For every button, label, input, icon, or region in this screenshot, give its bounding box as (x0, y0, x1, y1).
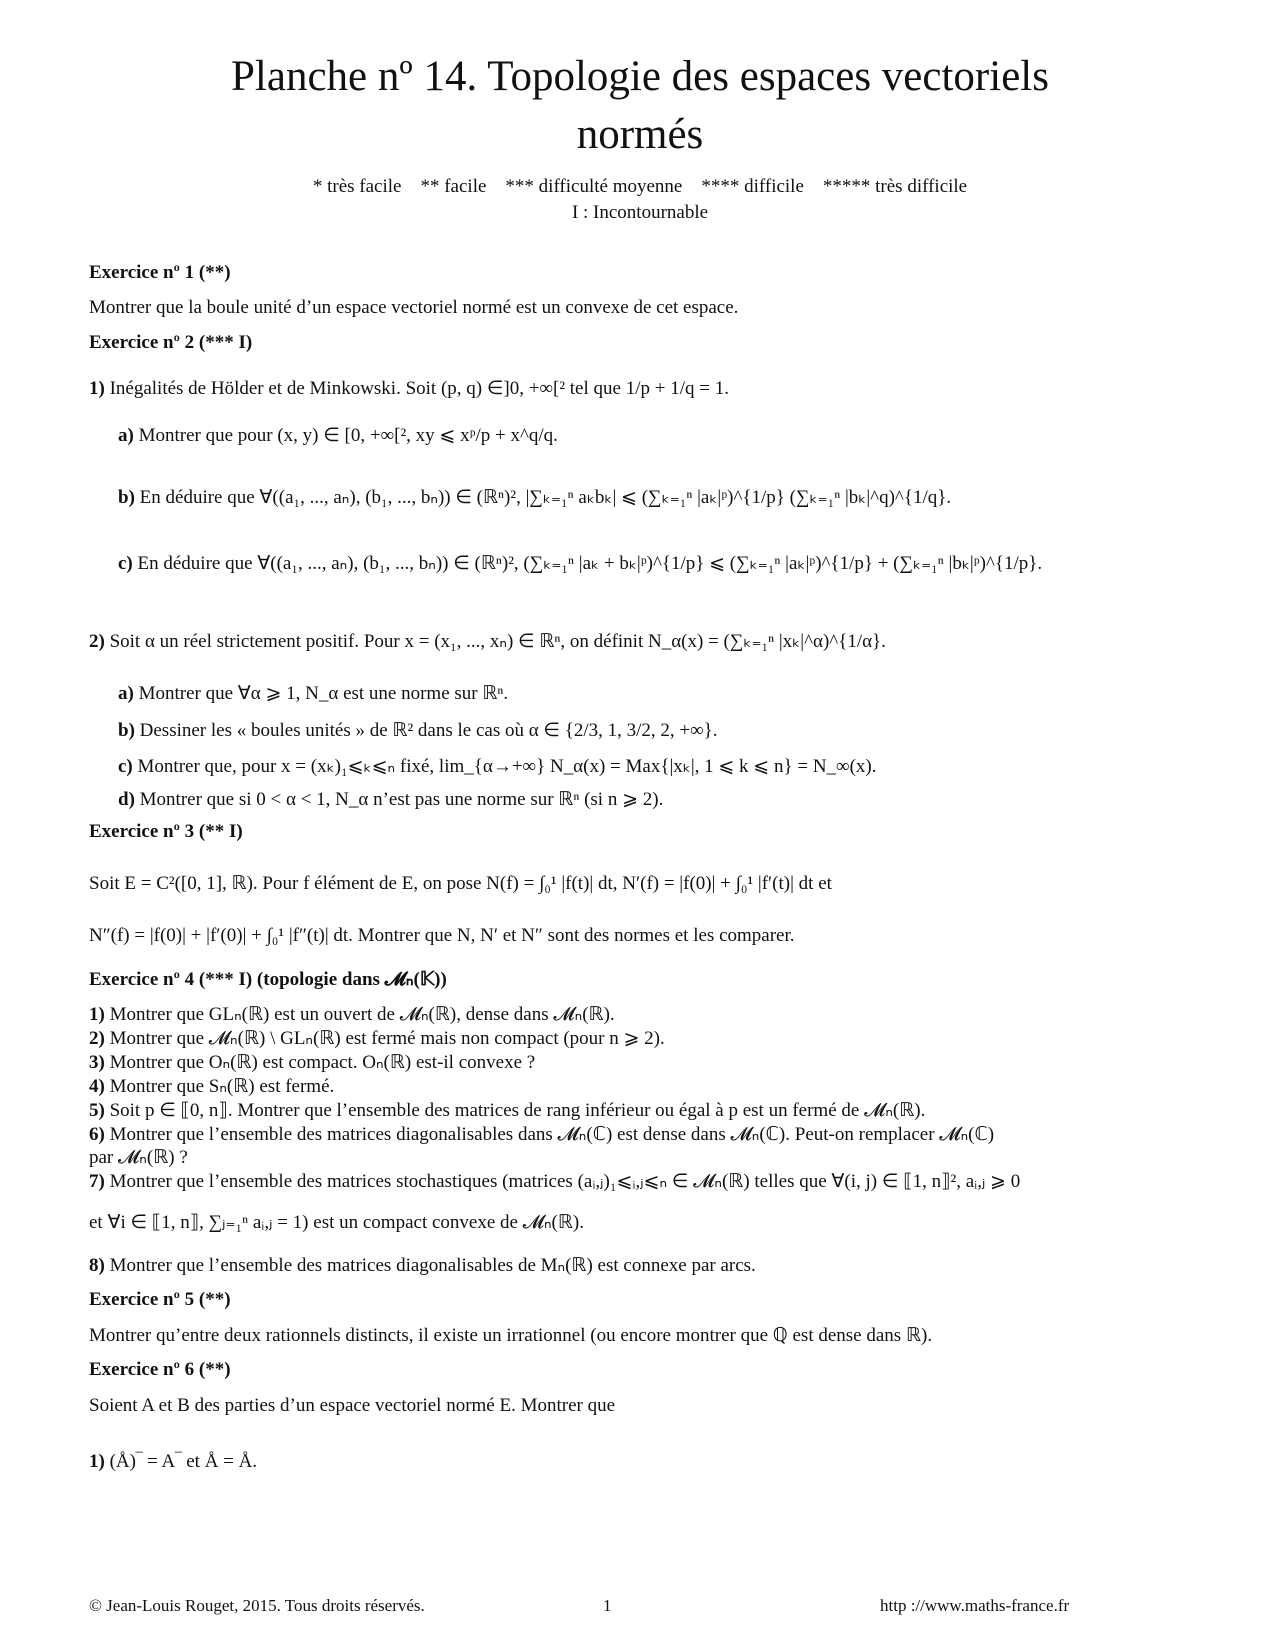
q-label: b) (118, 487, 135, 508)
exercise-6-heading: Exercice nº 6 (**) (89, 1359, 231, 1380)
exercise-4-item (89, 1075, 334, 1099)
q-text: Montrer que ∀α ⩾ 1, N_α est une norme sur ℝⁿ. (138, 683, 509, 704)
q-label: 1) (89, 1004, 105, 1025)
exercise-4-heading: Exercice nº 4 (*** I) (topologie dans 𝓜ₙ(𝕂)) (89, 969, 447, 990)
exercise-2-q2c (118, 755, 876, 779)
q-text: Montrer que l’ensemble des matrices diagonalisables de Mₙ(ℝ) est connexe par arcs. (109, 1255, 756, 1276)
exercise-4-item (89, 1146, 188, 1170)
exercise-4-item (89, 1211, 584, 1235)
exercise-6-text: Soient A et B des parties d’un espace vectoriel normé E. Montrer que (89, 1395, 616, 1416)
exercise-4-item (89, 1254, 756, 1278)
q-text: Montrer que Sₙ(ℝ) est fermé. (109, 1076, 335, 1097)
exercise-6-q1 (89, 1450, 257, 1474)
q-label: 8) (89, 1255, 105, 1276)
q-text: Montrer que, pour x = (xₖ)₁⩽ₖ⩽ₙ fixé, lim_{α→+∞} N_α(x) = Max{|xₖ|, 1 ⩽ k ⩽ n} = N_∞(x). (137, 756, 877, 777)
q-label: 5) (89, 1100, 105, 1121)
q-text: Montrer que GLₙ(ℝ) est un ouvert de 𝓜ₙ(ℝ), dense dans 𝓜ₙ(ℝ). (109, 1004, 615, 1025)
q-label: 6) (89, 1124, 105, 1145)
exercise-4-item (89, 1099, 925, 1123)
q-text: Soit α un réel strictement positif. Pour x = (x₁, ..., xₙ) ∈ ℝⁿ, on définit N_α(x) = (∑ₖ₌₁ⁿ |xₖ|^α)^{1/α}. (109, 631, 886, 652)
legend-line-1: * très facile ** facile *** difficulté moyenne **** difficile ***** très difficile (312, 176, 968, 197)
q-label: 1) (89, 378, 105, 399)
exercise-3-line-1: Soit E = C²([0, 1], ℝ). Pour f élément de E, on pose N(f) = ∫₀¹ |f(t)| dt, N′(f) = |f(0)| + ∫₀¹ |f′(t)| dt et (89, 873, 832, 894)
q-label: 1) (89, 1451, 105, 1472)
exercise-2-q1b (118, 486, 951, 510)
exercise-2-q1a (118, 424, 558, 448)
q-label: a) (118, 425, 134, 446)
page-title (160, 48, 1120, 164)
q-label: b) (118, 720, 135, 741)
q-text: Montrer que l’ensemble des matrices diagonalisables dans 𝓜ₙ(ℂ) est dense dans 𝓜ₙ(ℂ). Peut-on remplacer 𝓜ₙ(ℂ) (109, 1124, 995, 1145)
q-text: Soit p ∈ ⟦0, n⟧. Montrer que l’ensemble des matrices de rang inférieur ou égal à p est un fermé de 𝓜ₙ(ℝ). (109, 1100, 926, 1121)
exercise-2-q1 (89, 377, 729, 401)
difficulty-legend (160, 174, 1120, 226)
title-line-1: Planche nº 14. Topologie des espaces vectoriels (231, 53, 1049, 100)
q-text: et ∀i ∈ ⟦1, n⟧, ∑ⱼ₌₁ⁿ aᵢ,ⱼ = 1) est un compact convexe de 𝓜ₙ(ℝ). (89, 1212, 585, 1233)
q-label: 4) (89, 1076, 105, 1097)
q-label: 3) (89, 1052, 105, 1073)
q-text: Montrer que pour (x, y) ∈ [0, +∞[², xy ⩽ xᵖ/p + x^q/q. (138, 425, 558, 446)
exercise-1-heading: Exercice nº 1 (**) (89, 262, 231, 283)
exercise-4-item (89, 1051, 535, 1075)
q-label: a) (118, 683, 134, 704)
exercise-2-q1c (118, 552, 1042, 576)
exercise-2-heading: Exercice nº 2 (*** I) (89, 332, 253, 353)
exercise-2-q2a (118, 682, 508, 706)
q-text: Montrer que l’ensemble des matrices stochastiques (matrices (aᵢ,ⱼ)₁⩽ᵢ,ⱼ⩽ₙ ∈ 𝓜ₙ(ℝ) telles que ∀(i, j) ∈ ⟦1, n⟧², aᵢ,ⱼ ⩾ 0 (109, 1171, 1021, 1192)
exercise-5-text: Montrer qu’entre deux rationnels distincts, il existe un irrationnel (ou encore montrer que ℚ est dense dans ℝ). (89, 1325, 933, 1346)
q-text: En déduire que ∀((a₁, ..., aₙ), (b₁, ..., bₙ)) ∈ (ℝⁿ)², (∑ₖ₌₁ⁿ |aₖ + bₖ|ᵖ)^{1/p} ⩽ (∑ₖ₌₁ⁿ |aₖ|ᵖ)^{1/p} + (∑ₖ₌₁ⁿ |bₖ|ᵖ)^{1/p}. (137, 553, 1043, 574)
exercise-4-item (89, 1027, 665, 1051)
legend-line-2: I : Incontournable (571, 202, 709, 223)
q-text: Inégalités de Hölder et de Minkowski. Soit (p, q) ∈]0, +∞[² tel que 1/p + 1/q = 1. (109, 378, 729, 399)
q-text: Dessiner les « boules unités » de ℝ² dans le cas où α ∈ {2/3, 1, 3/2, 2, +∞}. (139, 720, 718, 741)
exercise-5-heading: Exercice nº 5 (**) (89, 1289, 231, 1310)
q-label: 2) (89, 1028, 105, 1049)
q-text: En déduire que ∀((a₁, ..., aₙ), (b₁, ..., bₙ)) ∈ (ℝⁿ)², |∑ₖ₌₁ⁿ aₖbₖ| ⩽ (∑ₖ₌₁ⁿ |aₖ|ᵖ)^{1/p} (∑ₖ₌₁ⁿ |bₖ|^q)^{1/q}. (139, 487, 952, 508)
q-label: d) (118, 789, 135, 810)
exercise-3-heading: Exercice nº 3 (** I) (89, 821, 243, 842)
q-text: Montrer que 𝓜ₙ(ℝ) \ GLₙ(ℝ) est fermé mais non compact (pour n ⩾ 2). (109, 1028, 665, 1049)
q-label: c) (118, 756, 133, 777)
q-text: Montrer que Oₙ(ℝ) est compact. Oₙ(ℝ) est-il convexe ? (109, 1052, 536, 1073)
q-text: par 𝓜ₙ(ℝ) ? (89, 1147, 188, 1168)
exercise-2-q2d (118, 788, 663, 812)
title-line-2: normés (576, 111, 704, 158)
exercise-2-q2b (118, 719, 718, 743)
footer-page-number: 1 (603, 1596, 612, 1615)
exercise-4-item (89, 1003, 615, 1027)
exercise-4-item (89, 1123, 994, 1147)
exercise-3-line-2: N″(f) = |f(0)| + |f′(0)| + ∫₀¹ |f″(t)| dt. Montrer que N, N′ et N″ sont des normes et les comparer. (89, 925, 795, 946)
q-text: (Å)‾ = A‾ et Å = Å. (109, 1451, 258, 1472)
q-label: 7) (89, 1171, 105, 1192)
q-label: c) (118, 553, 133, 574)
exercise-4-item (89, 1170, 1020, 1194)
exercise-1-text: Montrer que la boule unité d’un espace vectoriel normé est un convexe de cet espace. (89, 297, 739, 318)
footer-copyright: © Jean-Louis Rouget, 2015. Tous droits réservés. (89, 1596, 425, 1615)
exercise-2-q2 (89, 630, 886, 654)
q-label: 2) (89, 631, 105, 652)
q-text: Montrer que si 0 < α < 1, N_α n’est pas une norme sur ℝⁿ (si n ⩾ 2). (139, 789, 664, 810)
footer-url[interactable]: http ://www.maths-france.fr (880, 1596, 1070, 1615)
